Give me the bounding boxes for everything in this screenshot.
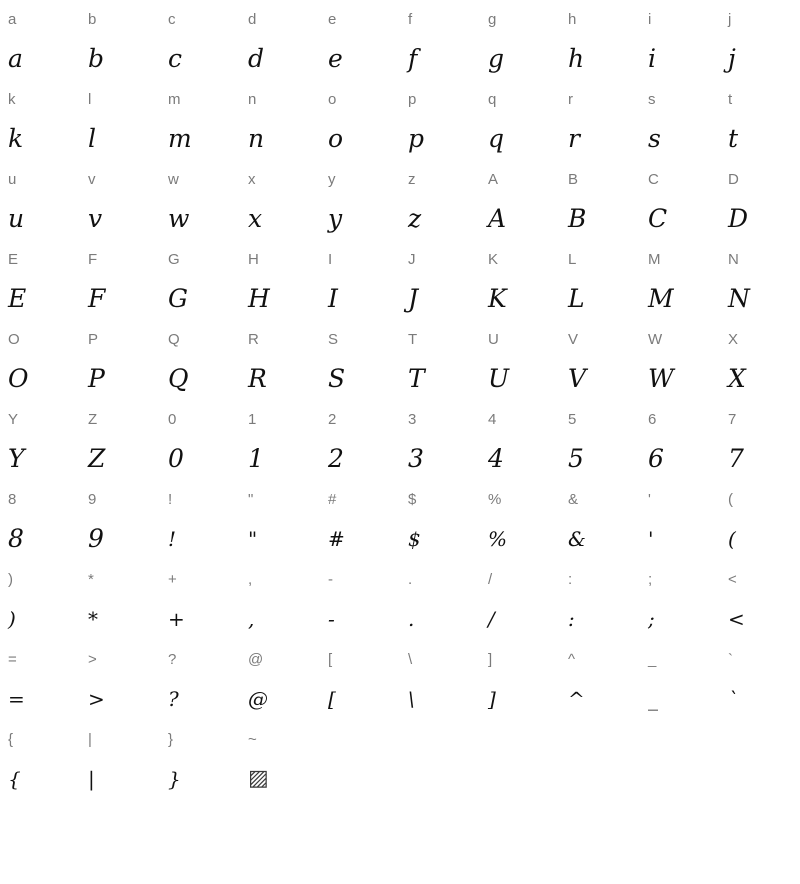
glyph-cell[interactable] <box>240 84 320 164</box>
glyph-cell-label: ; <box>648 571 653 588</box>
glyph-cell[interactable] <box>320 324 400 404</box>
glyph-cell-sample: = <box>8 687 25 711</box>
glyph-cell-sample: z <box>408 204 422 233</box>
glyph-cell-sample: C <box>648 204 668 233</box>
glyph-cell[interactable] <box>400 404 480 484</box>
glyph-cell[interactable] <box>400 84 480 164</box>
glyph-cell[interactable] <box>160 84 240 164</box>
glyph-cell-label: m <box>168 91 181 108</box>
glyph-cell-label: " <box>248 491 254 508</box>
glyph-cell[interactable] <box>320 4 400 84</box>
glyph-cell-label: r <box>568 91 573 108</box>
glyph-cell-sample: t <box>728 124 739 153</box>
glyph-cell[interactable] <box>0 644 80 724</box>
glyph-cell[interactable] <box>240 4 320 84</box>
glyph-cell-label: > <box>88 651 97 668</box>
glyph-cell[interactable] <box>720 484 800 564</box>
glyph-cell-sample: [ <box>328 687 336 711</box>
glyph-cell[interactable] <box>560 644 640 724</box>
glyph-cell-sample: o <box>328 124 344 153</box>
glyph-cell[interactable] <box>640 4 720 84</box>
glyph-cell-label: K <box>488 251 499 268</box>
glyph-cell[interactable] <box>0 324 80 404</box>
glyph-cell[interactable] <box>640 484 720 564</box>
glyph-cell[interactable] <box>320 84 400 164</box>
glyph-cell[interactable] <box>560 324 640 404</box>
glyph-cell[interactable] <box>640 644 720 724</box>
glyph-cell-sample: + <box>168 607 185 631</box>
glyph-cell-label: y <box>328 171 336 188</box>
glyph-cell-label: . <box>408 571 413 588</box>
glyph-cell[interactable] <box>400 644 480 724</box>
glyph-cell-sample: B <box>568 204 587 233</box>
glyph-cell[interactable] <box>0 404 80 484</box>
glyph-cell-sample: ▨ <box>248 766 269 791</box>
glyph-cell-label: z <box>408 171 416 188</box>
glyph-cell-label: d <box>248 11 257 28</box>
glyph-cell-label: 3 <box>408 411 417 428</box>
glyph-cell[interactable] <box>320 164 400 244</box>
glyph-cell-label: , <box>248 571 253 588</box>
glyph-cell-label: = <box>8 651 17 668</box>
glyph-cell-label: 2 <box>328 411 337 428</box>
glyph-cell-label: : <box>568 571 573 588</box>
glyph-cell-label: q <box>488 91 497 108</box>
glyph-cell-sample: O <box>8 364 29 393</box>
glyph-cell-sample: a <box>8 44 23 73</box>
glyph-cell[interactable] <box>400 164 480 244</box>
glyph-cell-label: 6 <box>648 411 657 428</box>
glyph-cell[interactable] <box>640 164 720 244</box>
glyph-cell-sample: p <box>408 124 425 153</box>
glyph-cell-sample: & <box>568 527 586 551</box>
glyph-cell-sample: ! <box>168 527 177 551</box>
glyph-cell-sample: u <box>8 204 25 233</box>
glyph-cell-sample: b <box>88 44 105 73</box>
glyph-cell-label: Q <box>168 331 180 348</box>
glyph-cell-label: o <box>328 91 337 108</box>
glyph-cell[interactable] <box>560 404 640 484</box>
glyph-cell[interactable] <box>240 324 320 404</box>
glyph-cell[interactable] <box>240 644 320 724</box>
glyph-cell[interactable] <box>560 84 640 164</box>
glyph-cell-label: \ <box>408 651 413 668</box>
glyph-cell[interactable] <box>400 244 480 324</box>
glyph-cell-label: * <box>88 571 94 588</box>
glyph-cell-sample: U <box>488 364 510 393</box>
glyph-cell[interactable] <box>320 484 400 564</box>
glyph-cell-sample: W <box>648 364 674 393</box>
glyph-cell[interactable] <box>720 564 800 644</box>
glyph-cell-label: h <box>568 11 577 28</box>
glyph-cell-sample: l <box>88 124 96 153</box>
glyph-cell-label: w <box>168 171 179 188</box>
glyph-cell-label: L <box>568 251 577 268</box>
glyph-cell-sample: v <box>88 204 103 233</box>
glyph-cell[interactable] <box>480 244 560 324</box>
glyph-cell[interactable] <box>480 4 560 84</box>
glyph-cell-sample: 4 <box>488 444 504 473</box>
glyph-cell[interactable] <box>240 564 320 644</box>
glyph-cell-sample: % <box>488 527 508 551</box>
glyph-cell-label: B <box>568 171 579 188</box>
glyph-cell-sample: ? <box>168 687 179 711</box>
glyph-cell-label: M <box>648 251 661 268</box>
glyph-cell-sample: w <box>168 204 190 233</box>
glyph-cell-label: i <box>648 11 652 28</box>
glyph-cell[interactable] <box>320 564 400 644</box>
glyph-cell-sample: V <box>568 364 587 393</box>
glyph-cell-label: 1 <box>248 411 257 428</box>
glyph-cell-label: j <box>728 11 732 28</box>
glyph-cell-label: ! <box>168 491 173 508</box>
glyph-cell-sample: s <box>648 124 661 153</box>
glyph-cell[interactable] <box>480 324 560 404</box>
glyph-cell-sample: g <box>488 44 505 73</box>
glyph-cell-label: D <box>728 171 739 188</box>
glyph-cell-sample: q <box>488 124 505 153</box>
glyph-cell-sample: ) <box>8 607 16 631</box>
glyph-cell-sample: X <box>728 364 746 393</box>
glyph-cell[interactable] <box>80 324 160 404</box>
glyph-cell[interactable] <box>240 484 320 564</box>
glyph-cell[interactable] <box>720 4 800 84</box>
glyph-cell-sample: Y <box>8 444 25 473</box>
glyph-cell[interactable] <box>480 644 560 724</box>
glyph-cell-label: k <box>8 91 16 108</box>
glyph-cell[interactable] <box>160 164 240 244</box>
glyph-cell-label: | <box>88 731 92 748</box>
glyph-cell-label: ? <box>168 651 177 668</box>
glyph-cell[interactable] <box>560 164 640 244</box>
glyph-cell-label: Z <box>88 411 98 428</box>
glyph-cell[interactable] <box>0 84 80 164</box>
glyph-cell-label: 0 <box>168 411 177 428</box>
glyph-cell-sample: m <box>168 124 192 153</box>
glyph-cell-sample: H <box>248 284 270 313</box>
glyph-cell-label: f <box>408 11 413 28</box>
glyph-cell[interactable] <box>160 724 240 804</box>
glyph-cell-label: p <box>408 91 417 108</box>
glyph-cell-label: _ <box>648 651 657 668</box>
glyph-cell[interactable] <box>80 404 160 484</box>
glyph-cell[interactable] <box>240 244 320 324</box>
glyph-cell-sample: } <box>168 767 181 791</box>
glyph-cell-label: # <box>328 491 337 508</box>
glyph-cell-sample: ; <box>648 607 655 631</box>
glyph-cell-label: P <box>88 331 99 348</box>
glyph-cell-label: $ <box>408 491 417 508</box>
glyph-cell[interactable] <box>240 724 320 804</box>
glyph-cell[interactable] <box>80 4 160 84</box>
glyph-cell[interactable] <box>0 244 80 324</box>
glyph-cell-sample: E <box>8 284 27 313</box>
glyph-cell-label: ' <box>648 491 651 508</box>
glyph-cell[interactable] <box>0 724 80 804</box>
glyph-cell-label: E <box>8 251 19 268</box>
glyph-cell-sample: M <box>648 284 674 313</box>
glyph-cell-sample: F <box>88 284 106 313</box>
glyph-cell-label: x <box>248 171 256 188</box>
glyph-cell[interactable] <box>400 484 480 564</box>
glyph-cell[interactable] <box>560 4 640 84</box>
glyph-cell[interactable] <box>720 644 800 724</box>
glyph-cell-sample: ` <box>728 687 738 711</box>
glyph-cell[interactable] <box>80 724 160 804</box>
glyph-cell[interactable] <box>640 564 720 644</box>
glyph-cell-label: J <box>408 251 416 268</box>
glyph-cell[interactable] <box>320 244 400 324</box>
glyph-cell-sample: 5 <box>568 444 584 473</box>
glyph-cell-sample: r <box>568 124 580 153</box>
glyph-cell-label: ~ <box>248 731 257 748</box>
glyph-cell-label: N <box>728 251 739 268</box>
glyph-cell-label: C <box>648 171 659 188</box>
glyph-cell-label: R <box>248 331 259 348</box>
glyph-cell[interactable] <box>320 404 400 484</box>
glyph-cell-sample: A <box>488 204 507 233</box>
glyph-cell-sample: i <box>648 44 656 73</box>
glyph-cell-sample: 3 <box>408 444 424 473</box>
glyph-cell-label: e <box>328 11 337 28</box>
glyph-cell-sample: n <box>248 124 265 153</box>
glyph-cell[interactable] <box>480 564 560 644</box>
glyph-cell-label: 8 <box>8 491 17 508</box>
glyph-cell-label: % <box>488 491 502 508</box>
glyph-cell-sample: Q <box>168 364 189 393</box>
glyph-cell-label: { <box>8 731 14 748</box>
glyph-cell-label: [ <box>328 651 333 668</box>
glyph-cell-sample: # <box>328 527 345 551</box>
glyph-cell-label: ` <box>728 651 733 668</box>
glyph-cell-sample: > <box>88 687 105 711</box>
glyph-cell[interactable] <box>80 484 160 564</box>
glyph-cell-sample: . <box>408 607 415 631</box>
glyph-cell-sample: e <box>328 44 343 73</box>
glyph-cell[interactable] <box>480 484 560 564</box>
glyph-cell[interactable] <box>0 484 80 564</box>
glyph-cell[interactable] <box>560 244 640 324</box>
glyph-cell-sample: S <box>328 364 346 393</box>
glyph-cell-label: / <box>488 571 493 588</box>
glyph-cell-sample: Z <box>88 444 106 473</box>
glyph-cell-sample: @ <box>248 687 268 711</box>
glyph-cell-label: W <box>648 331 663 348</box>
glyph-cell[interactable] <box>80 644 160 724</box>
glyph-cell-sample: J <box>408 284 419 313</box>
glyph-cell[interactable] <box>560 484 640 564</box>
glyph-cell-label: T <box>408 331 418 348</box>
glyph-cell[interactable] <box>480 164 560 244</box>
glyph-cell-label: ^ <box>568 651 576 668</box>
glyph-cell-sample: P <box>88 364 105 393</box>
glyph-cell-sample: { <box>8 767 21 791</box>
glyph-cell-label: g <box>488 11 497 28</box>
glyph-cell-sample: , <box>248 607 255 631</box>
glyph-cell-label: V <box>568 331 579 348</box>
glyph-cell-label: l <box>88 91 92 108</box>
glyph-cell-label: F <box>88 251 98 268</box>
glyph-cell[interactable] <box>160 484 240 564</box>
glyph-cell[interactable] <box>400 564 480 644</box>
glyph-cell-sample: 9 <box>88 524 104 553</box>
glyph-cell-label: S <box>328 331 339 348</box>
glyph-cell[interactable] <box>720 164 800 244</box>
glyph-cell-sample: N <box>728 284 750 313</box>
glyph-cell-label: I <box>328 251 333 268</box>
glyph-cell-label: A <box>488 171 499 188</box>
glyph-cell[interactable] <box>720 404 800 484</box>
glyph-cell-sample: " <box>248 527 258 551</box>
glyph-cell[interactable] <box>80 84 160 164</box>
glyph-cell-label: X <box>728 331 739 348</box>
glyph-cell-label: Y <box>8 411 19 428</box>
glyph-cell-sample: : <box>568 607 575 631</box>
glyph-cell-label: ( <box>728 491 733 508</box>
glyph-cell-label: + <box>168 571 177 588</box>
glyph-cell-sample: T <box>408 364 425 393</box>
glyph-cell-sample: _ <box>648 687 658 711</box>
glyph-cell-sample: | <box>88 767 95 791</box>
glyph-cell-sample: * <box>88 607 98 631</box>
glyph-cell-sample: y <box>328 204 343 233</box>
glyph-cell[interactable] <box>240 164 320 244</box>
glyph-cell-label: U <box>488 331 499 348</box>
glyph-cell[interactable] <box>720 244 800 324</box>
glyph-cell[interactable] <box>480 404 560 484</box>
glyph-cell-sample: K <box>488 284 507 313</box>
glyph-cell-label: t <box>728 91 733 108</box>
glyph-cell-label: G <box>168 251 180 268</box>
glyph-cell-sample: k <box>8 124 24 153</box>
glyph-cell[interactable] <box>80 564 160 644</box>
glyph-cell[interactable] <box>400 324 480 404</box>
glyph-cell-label: & <box>568 491 579 508</box>
glyph-cell-label: < <box>728 571 737 588</box>
glyph-cell-label: O <box>8 331 20 348</box>
glyph-cell-sample: h <box>568 44 585 73</box>
glyph-cell[interactable] <box>160 4 240 84</box>
glyph-cell-label: b <box>88 11 97 28</box>
glyph-cell-sample: < <box>728 607 745 631</box>
glyph-cell-sample: \ <box>408 687 415 711</box>
glyph-cell[interactable] <box>80 164 160 244</box>
glyph-cell-label: 9 <box>88 491 97 508</box>
glyph-cell[interactable] <box>160 324 240 404</box>
glyph-cell[interactable] <box>80 244 160 324</box>
glyph-cell-label: v <box>88 171 96 188</box>
glyph-cell-sample: I <box>328 284 338 313</box>
glyph-cell[interactable] <box>640 404 720 484</box>
glyph-cell-label: 5 <box>568 411 577 428</box>
glyph-cell[interactable] <box>640 84 720 164</box>
glyph-cell-sample: 1 <box>248 444 264 473</box>
glyph-cell[interactable] <box>640 244 720 324</box>
glyph-cell-label: u <box>8 171 17 188</box>
glyph-cell-label: @ <box>248 651 264 668</box>
glyph-cell-sample: ' <box>648 527 654 551</box>
glyph-cell-sample: $ <box>408 527 421 551</box>
glyph-cell[interactable] <box>160 404 240 484</box>
glyph-cell[interactable] <box>160 564 240 644</box>
glyph-cell-label: 7 <box>728 411 737 428</box>
glyph-cell-sample: G <box>168 284 188 313</box>
glyph-cell-sample: D <box>728 204 749 233</box>
glyph-cell-sample: c <box>168 44 183 73</box>
glyph-cell-sample: d <box>248 44 265 73</box>
glyph-cell[interactable] <box>0 164 80 244</box>
glyph-cell[interactable] <box>720 84 800 164</box>
glyph-cell-sample: f <box>408 44 418 73</box>
glyph-cell[interactable] <box>160 644 240 724</box>
glyph-cell-label: H <box>248 251 259 268</box>
glyph-cell-label: } <box>168 731 174 748</box>
glyph-cell-label: 4 <box>488 411 497 428</box>
glyph-cell-label: - <box>328 571 333 588</box>
glyph-cell-label: a <box>8 11 17 28</box>
glyph-cell-sample: x <box>248 204 263 233</box>
glyph-cell-sample: 2 <box>328 444 344 473</box>
glyph-cell-sample: ^ <box>568 687 585 711</box>
glyph-cell-sample: 7 <box>728 444 744 473</box>
glyph-cell-label: ] <box>488 651 493 668</box>
glyph-cell[interactable] <box>320 644 400 724</box>
glyph-cell-label: ) <box>8 571 13 588</box>
glyph-cell-sample: 0 <box>168 444 184 473</box>
glyph-cell[interactable] <box>720 324 800 404</box>
glyph-cell[interactable] <box>0 564 80 644</box>
glyph-cell-sample: L <box>568 284 585 313</box>
glyph-cell[interactable] <box>640 324 720 404</box>
glyph-cell-label: c <box>168 11 176 28</box>
glyph-cell-sample: - <box>328 607 335 631</box>
glyph-cell-sample: ] <box>488 687 496 711</box>
glyph-cell[interactable] <box>240 404 320 484</box>
glyph-cell-sample: ( <box>728 527 736 551</box>
glyph-cell-sample: / <box>488 607 495 631</box>
glyph-cell[interactable] <box>400 4 480 84</box>
glyph-cell[interactable] <box>0 4 80 84</box>
glyph-cell-label: s <box>648 91 656 108</box>
glyph-cell-sample: 8 <box>8 524 24 553</box>
glyph-cell[interactable] <box>160 244 240 324</box>
glyph-cell-sample: j <box>728 44 736 73</box>
glyph-cell-sample: 6 <box>648 444 664 473</box>
glyph-cell[interactable] <box>560 564 640 644</box>
glyph-cell-label: n <box>248 91 257 108</box>
glyph-cell[interactable] <box>480 84 560 164</box>
glyph-cell-sample: R <box>248 364 267 393</box>
